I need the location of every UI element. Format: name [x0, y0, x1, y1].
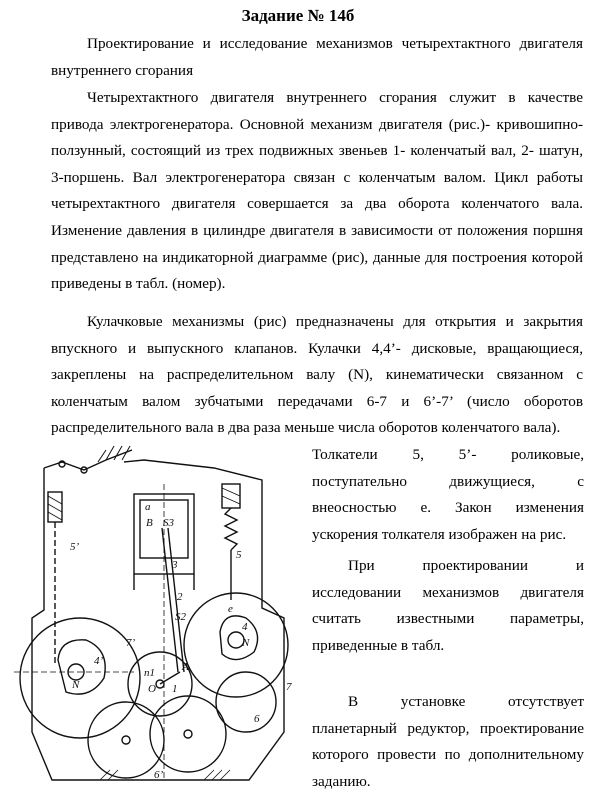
label-piston-s3: S3: [163, 517, 174, 529]
paragraph-cam-mechanisms: Кулачковые механизмы (рис) предназначены для открытия и закрытия впускного и выпускного клапанов. Кулачки 4,4’- дисковые, вращающиеся, закреплены на распределительном валу (N), кинематически связанном с коленчатым валом зубчатыми передачами 6-7 и 6’-7’ (число оборотов распределительного вала в два раза меньше числа оборотов коленчатого вала).: [51, 313, 583, 437]
gear-6-prime-bottom: [150, 696, 226, 772]
label-cam-left: 4’: [94, 655, 104, 667]
valve-spring: [225, 508, 237, 550]
label-gear-seven: 7: [286, 681, 292, 693]
label-piston-number: 3: [172, 559, 178, 571]
label-piston-top: a: [145, 501, 151, 513]
label-crank-arm: A: [182, 661, 189, 673]
label-eccentricity: e: [228, 603, 233, 615]
label-camshaft-right: N: [242, 637, 250, 649]
label-gear-six-prime: 6’: [154, 769, 164, 781]
label-camshaft-left: N: [72, 679, 80, 691]
label-follower-left: 5’: [70, 541, 80, 553]
label-gear-left: 7’: [126, 637, 136, 649]
label-follower-right: 5: [236, 549, 242, 561]
label-piston-center: B: [146, 517, 153, 529]
gear-7-prime-left: [20, 618, 140, 738]
paragraph-parameters: При проектировании и исследовании механизмов двигателя считать известными параметры, приведенные в табл.: [312, 557, 584, 654]
paragraph-main-mechanism: Четырехтактного двигателя внутреннего сгорания служит в качестве привода электрогенератора. Основной механизм двигателя (рис.)- кривошипно-ползунный, состоящий из трех подвижных звеньев 1- коленчатый вал, 2- шатун, 3-поршень. Вал электрогенератора связан с коленчатым валом. Цикл работы четырехтактного двигателя совершается за два оборота коленчатого вала. Изменение давления в цилиндре двигателя в зависимости от положения поршня представлено на индикаторной диаграмме (рис), данные для построения которой приведены в табл. (номер).: [51, 89, 583, 293]
label-conrod-number: 2: [177, 591, 183, 603]
follower-guide-right: [222, 484, 240, 508]
label-crank-number: 1: [172, 683, 178, 695]
label-gear-n1: n1: [144, 667, 155, 679]
label-conrod-s2: S2: [175, 611, 186, 623]
bottom-gear-left: [88, 702, 164, 778]
label-crank-center: O: [148, 683, 156, 695]
valve-rocker: [44, 450, 132, 470]
document-title: Задание № 14б: [241, 6, 355, 25]
paragraph-followers: Толкатели 5, 5’- роликовые, поступательно движущиеся, с внеосностью е. Закон изменения ускорения толкателя изображен на рис.: [312, 446, 584, 543]
label-gear-six: 6: [254, 713, 260, 725]
paragraph-reducer: В установке отсутствует планетарный редуктор, проектирование которого провести по дополнительному заданию.: [312, 693, 584, 790]
gear-7-right: [184, 593, 288, 697]
follower-guide-left: [48, 492, 62, 522]
label-cam-right: 4: [242, 621, 248, 633]
engine-mechanism-drawing: [14, 440, 304, 792]
paragraph-intro: Проектирование и исследование механизмов четырехтактного двигателя внутреннего сгорания: [51, 35, 583, 79]
cam-4-right: [220, 616, 258, 660]
